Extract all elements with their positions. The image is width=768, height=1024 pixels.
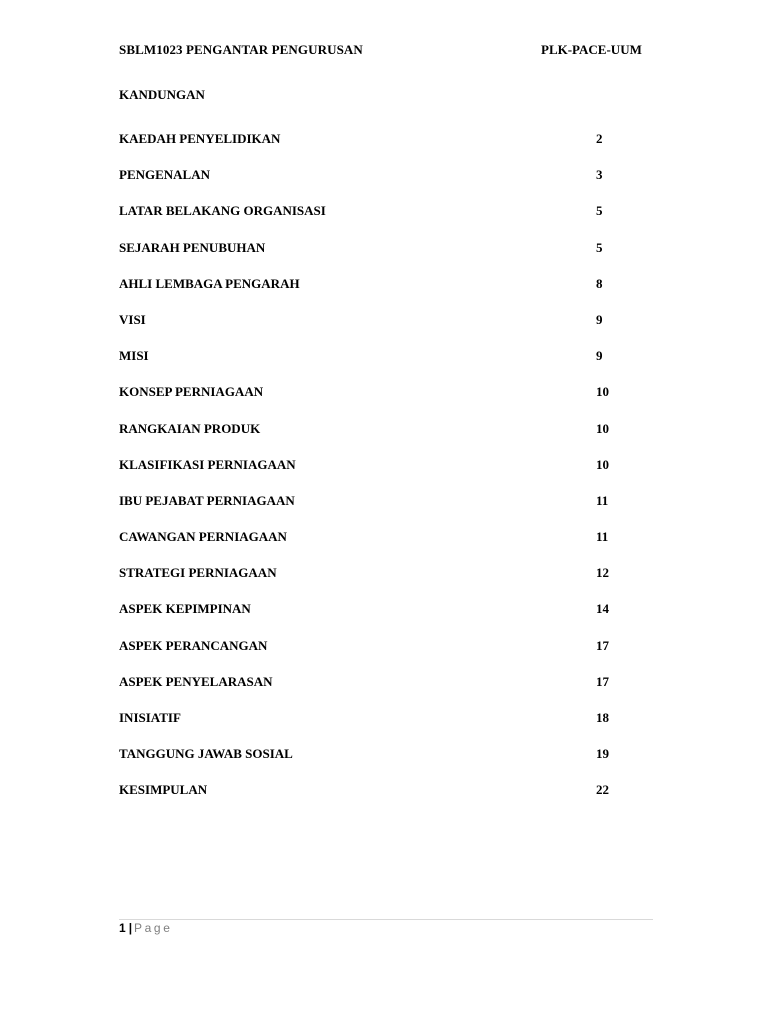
toc-entry-title: VISI [119,311,146,327]
toc-entry-title: IBU PEJABAT PERNIAGAAN [119,492,295,508]
footer-divider [119,919,653,920]
toc-entry-title: CAWANGAN PERNIAGAAN [119,529,287,545]
toc-entry-strategi-perniagaan [119,565,639,601]
toc-entry-title: RANGKAIAN PRODUK [119,420,261,436]
toc-entry-page: 14 [596,601,609,617]
toc-list [119,131,639,819]
toc-entry-page: 17 [596,673,609,689]
toc-entry-page: 10 [596,456,609,472]
toc-entry-ibu-pejabat-perniagaan [119,493,639,529]
toc-entry-rangkaian-produk [119,421,639,457]
toc-entry-page: 11 [596,492,609,508]
toc-entry-title: INISIATIF [119,710,181,725]
footer-separator: | [128,921,133,935]
footer-page-word: Page [134,921,173,935]
header-institution: PLK-PACE-UUM [541,42,642,57]
toc-entry-klasifikasi-perniagaan [119,457,639,493]
toc-entry-ahli-lembaga-pengarah [119,276,639,312]
toc-entry-sejarah-penubuhan [119,240,639,276]
toc-entry-title: AHLI LEMBAGA PENGARAH [119,275,300,291]
toc-entry-page: 19 [596,746,609,762]
toc-heading: KANDUNGAN [119,87,205,102]
toc-entry-title: KLASIFIKASI PERNIAGAAN [119,456,296,472]
toc-entry-title: KAEDAH PENYELIDIKAN [119,131,281,146]
toc-entry-aspek-kepimpinan [119,601,639,637]
toc-entry-page: 9 [596,311,603,327]
toc-entry-page: 9 [596,348,603,364]
toc-entry-konsep-perniagaan [119,384,639,420]
header-course-title: SBLM1023 PENGANTAR PENGURUSAN [119,42,363,57]
toc-entry-tanggung-jawab-sosial [119,746,639,782]
toc-entry-aspek-perancangan [119,638,639,674]
toc-entry-page: 22 [596,782,609,798]
footer-page-number: 1 [119,921,126,935]
toc-entry-page: 2 [596,131,603,146]
toc-entry-title: TANGGUNG JAWAB SOSIAL [119,746,293,762]
toc-entry-cawangan-perniagaan [119,529,639,565]
toc-entry-title: PENGENALAN [119,167,211,183]
toc-entry-title: LATAR BELAKANG ORGANISASI [119,203,326,219]
toc-entry-title: KESIMPULAN [119,782,208,798]
toc-entry-page: 17 [596,637,609,653]
toc-entry-latar-belakang-organisasi [119,203,639,239]
toc-entry-title: MISI [119,348,149,364]
toc-entry-visi [119,312,639,348]
toc-entry-kaedah-penyelidikan [119,131,639,167]
toc-entry-kesimpulan [119,782,639,818]
toc-entry-misi [119,348,639,384]
toc-entry-aspek-penyelarasan [119,674,639,710]
toc-entry-page: 11 [596,529,609,545]
toc-entry-page: 5 [596,239,603,255]
toc-entry-page: 3 [596,167,603,183]
toc-entry-pengenalan [119,167,639,203]
toc-entry-page: 10 [596,384,609,400]
toc-entry-page: 8 [596,275,603,291]
toc-entry-title: ASPEK PENYELARASAN [119,673,273,689]
toc-entry-title: ASPEK KEPIMPINAN [119,601,251,617]
page-footer [119,921,172,935]
toc-entry-inisiatif [119,710,639,746]
toc-entry-title: KONSEP PERNIAGAAN [119,384,264,400]
toc-entry-page: 5 [596,203,603,219]
toc-entry-page: 12 [596,565,609,581]
toc-entry-page: 10 [596,420,609,436]
toc-entry-page: 18 [596,710,609,725]
toc-entry-title: STRATEGI PERNIAGAAN [119,565,277,581]
toc-entry-title: SEJARAH PENUBUHAN [119,239,266,255]
toc-entry-title: ASPEK PERANCANGAN [119,637,268,653]
